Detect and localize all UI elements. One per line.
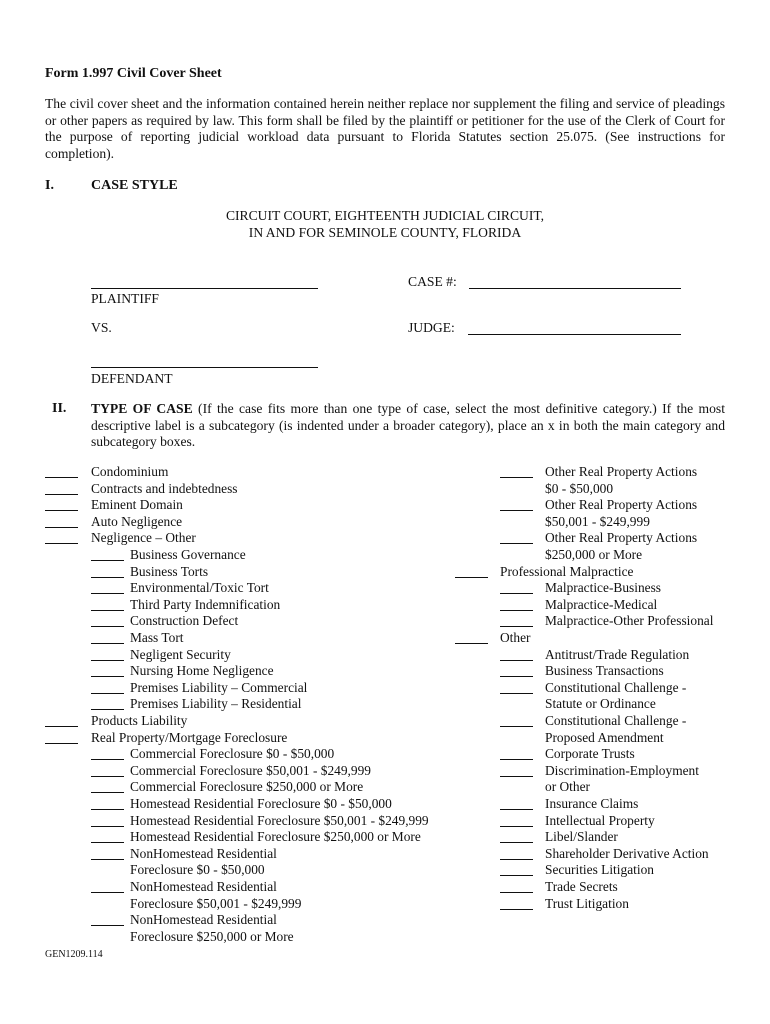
- form-title: Form 1.997 Civil Cover Sheet: [45, 66, 222, 81]
- checkbox-commercial-foreclosure-0-50-000[interactable]: [91, 759, 124, 760]
- checkbox-other-real-property-actions-50-001-249-999[interactable]: [500, 510, 533, 511]
- case-type-label-continued: Foreclosure $50,001 - $249,999: [130, 895, 302, 911]
- case-type-label: Trust Litigation: [545, 895, 629, 911]
- checkbox-business-transactions[interactable]: [500, 676, 533, 677]
- checkbox-constitutional-challenge-proposed-amendment[interactable]: [500, 726, 533, 727]
- checkbox-securities-litigation[interactable]: [500, 875, 533, 876]
- case-type-label: Eminent Domain: [91, 497, 183, 513]
- case-type-label: Constitutional Challenge -: [545, 679, 687, 695]
- checkbox-products-liability[interactable]: [45, 726, 78, 727]
- case-type-label-continued: or Other: [545, 779, 590, 795]
- judge-label: JUDGE:: [408, 320, 455, 335]
- intro-paragraph: The civil cover sheet and the information contained herein neither replace nor supplement the filing and service of pleadings or other papers as required by law. This form shall be filed by the plaintiff or petitioner for the use of the Clerk of Court for the purpose of reporting judicial workload data pursuant to Florida Statutes section 25.075. (See instructions for completion).: [45, 96, 725, 161]
- case-type-label: Trade Secrets: [545, 879, 618, 894]
- type-of-case-description: [91, 401, 725, 451]
- case-type-label-continued: Proposed Amendment: [545, 729, 664, 745]
- case-type-label: Antitrust/Trade Regulation: [545, 646, 690, 662]
- checkbox-business-torts[interactable]: [91, 577, 124, 578]
- court-line-1: CIRCUIT COURT, EIGHTEENTH JUDICIAL CIRCUIT,: [225, 208, 545, 223]
- checkbox-other-real-property-actions-250-000-or-more[interactable]: [500, 543, 533, 544]
- case-type-label: NonHomestead Residential: [130, 879, 277, 894]
- case-number-input-line[interactable]: [469, 288, 681, 289]
- checkbox-discrimination-employment-or-other[interactable]: [500, 776, 533, 777]
- checkbox-trust-litigation[interactable]: [500, 909, 533, 910]
- checkbox-other[interactable]: [455, 643, 488, 644]
- case-type-label: Commercial Foreclosure $50,001 - $249,999: [130, 762, 371, 778]
- checkbox-auto-negligence[interactable]: [45, 527, 78, 528]
- case-type-label: Premises Liability – Residential: [130, 696, 302, 712]
- case-type-label: Homestead Residential Foreclosure $250,000 or More: [130, 829, 421, 845]
- checkbox-constitutional-challenge-statute-or-ordinance[interactable]: [500, 693, 533, 694]
- case-type-label: Other: [500, 630, 531, 645]
- case-type-label: Business Governance: [130, 547, 246, 562]
- checkbox-corporate-trusts[interactable]: [500, 759, 533, 760]
- case-type-label-continued: Foreclosure $0 - $50,000: [130, 862, 265, 878]
- checkbox-insurance-claims[interactable]: [500, 809, 533, 810]
- checkbox-real-property-mortgage-foreclosure[interactable]: [45, 743, 78, 744]
- checkbox-commercial-foreclosure-250-000-or-more[interactable]: [91, 792, 124, 793]
- case-type-label: Other Real Property Actions: [545, 464, 698, 479]
- checkbox-negligent-security[interactable]: [91, 660, 124, 661]
- checkbox-premises-liability-commercial[interactable]: [91, 693, 124, 694]
- case-type-label: Professional Malpractice: [500, 563, 634, 579]
- case-type-label: NonHomestead Residential: [130, 912, 277, 928]
- judge-input-line[interactable]: [468, 334, 681, 335]
- case-type-label: Mass Tort: [130, 630, 184, 645]
- case-type-label: Premises Liability – Commercial: [130, 679, 308, 695]
- checkbox-homestead-residential-foreclosure-250-000-or-more[interactable]: [91, 842, 124, 843]
- case-type-label: Negligence – Other: [91, 530, 196, 546]
- case-number-label: CASE #:: [408, 274, 457, 289]
- checkbox-eminent-domain[interactable]: [45, 510, 78, 511]
- case-type-label: Insurance Claims: [545, 796, 639, 811]
- case-type-label: Negligent Security: [130, 646, 231, 662]
- case-type-label: Homestead Residential Foreclosure $50,001 - $249,999: [130, 812, 429, 828]
- section-2-description-text: (If the case fits more than one type of case, select the most definitive category.) If the most descriptive label is a subcategory (is indented under a broader category), place an x in both the main category and subcategory boxes.: [91, 401, 725, 450]
- section-2-title: TYPE OF CASE: [91, 401, 193, 416]
- case-type-label: Nursing Home Negligence: [130, 663, 274, 679]
- checkbox-nonhomestead-residential-foreclosure-50-001-249-999[interactable]: [91, 892, 124, 893]
- section-1-number: I.: [45, 178, 54, 193]
- case-type-label-continued: $50,001 - $249,999: [545, 513, 650, 529]
- defendant-label: DEFENDANT: [91, 371, 173, 386]
- checkbox-third-party-indemnification[interactable]: [91, 610, 124, 611]
- checkbox-malpractice-other-professional[interactable]: [500, 626, 533, 627]
- case-type-label: Securities Litigation: [545, 862, 654, 878]
- case-type-label: Other Real Property Actions: [545, 530, 698, 546]
- checkbox-homestead-residential-foreclosure-0-50-000[interactable]: [91, 809, 124, 810]
- plaintiff-label: PLAINTIFF: [91, 291, 159, 306]
- checkbox-premises-liability-residential[interactable]: [91, 709, 124, 710]
- checkbox-malpractice-business[interactable]: [500, 593, 533, 594]
- checkbox-homestead-residential-foreclosure-50-001-249-999[interactable]: [91, 826, 124, 827]
- checkbox-business-governance[interactable]: [91, 560, 124, 561]
- case-type-label: Intellectual Property: [545, 812, 655, 828]
- case-type-label: Environmental/Toxic Tort: [130, 580, 269, 596]
- section-1-title: CASE STYLE: [91, 178, 178, 193]
- checkbox-negligence-other[interactable]: [45, 543, 78, 544]
- checkbox-nonhomestead-residential-foreclosure-250-000-or-more[interactable]: [91, 925, 124, 926]
- checkbox-malpractice-medical[interactable]: [500, 610, 533, 611]
- case-type-label: Real Property/Mortgage Foreclosure: [91, 729, 288, 745]
- case-type-label: Corporate Trusts: [545, 746, 635, 762]
- checkbox-mass-tort[interactable]: [91, 643, 124, 644]
- case-type-label: Auto Negligence: [91, 513, 183, 529]
- case-type-label: NonHomestead Residential: [130, 845, 277, 861]
- case-type-label: Libel/Slander: [545, 829, 618, 845]
- plaintiff-input-line[interactable]: [91, 288, 318, 289]
- case-type-label: Malpractice-Other Professional: [545, 613, 714, 629]
- checkbox-commercial-foreclosure-50-001-249-999[interactable]: [91, 776, 124, 777]
- checkbox-environmental-toxic-tort[interactable]: [91, 593, 124, 594]
- case-type-label: Discrimination-Employment: [545, 762, 699, 778]
- checkbox-shareholder-derivative-action[interactable]: [500, 859, 533, 860]
- checkbox-nursing-home-negligence[interactable]: [91, 676, 124, 677]
- case-type-label: Construction Defect: [130, 613, 239, 629]
- case-type-label: Homestead Residential Foreclosure $0 - $50,000: [130, 796, 392, 811]
- form-code: GEN1209.114: [45, 949, 103, 960]
- checkbox-condominium[interactable]: [45, 477, 78, 478]
- case-type-label-continued: $250,000 or More: [545, 547, 643, 562]
- case-type-label: Commercial Foreclosure $0 - $50,000: [130, 746, 335, 762]
- checkbox-professional-malpractice[interactable]: [455, 577, 488, 578]
- case-type-label: Constitutional Challenge -: [545, 713, 687, 728]
- court-line-2: IN AND FOR SEMINOLE COUNTY, FLORIDA: [248, 225, 522, 240]
- case-type-label: Commercial Foreclosure $250,000 or More: [130, 779, 364, 795]
- case-type-label: Shareholder Derivative Action: [545, 845, 709, 861]
- checkbox-antitrust-trade-regulation[interactable]: [500, 660, 533, 661]
- case-type-label: Business Torts: [130, 563, 209, 579]
- case-type-label: Other Real Property Actions: [545, 497, 698, 513]
- defendant-input-line[interactable]: [91, 367, 318, 368]
- case-type-label: Malpractice-Medical: [545, 596, 658, 612]
- case-type-label-continued: Statute or Ordinance: [545, 696, 656, 712]
- case-type-label: Business Transactions: [545, 663, 664, 679]
- case-type-label-continued: $0 - $50,000: [545, 480, 614, 496]
- checkbox-trade-secrets[interactable]: [500, 892, 533, 893]
- case-type-label: Third Party Indemnification: [130, 596, 281, 612]
- checkbox-nonhomestead-residential-foreclosure-0-50-000[interactable]: [91, 859, 124, 860]
- checkbox-intellectual-property[interactable]: [500, 826, 533, 827]
- section-2-number: II.: [52, 401, 67, 416]
- vs-label: VS.: [91, 320, 112, 335]
- case-type-label-continued: Foreclosure $250,000 or More: [130, 928, 294, 944]
- case-type-label: Malpractice-Business: [545, 580, 662, 596]
- checkbox-libel-slander[interactable]: [500, 842, 533, 843]
- checkbox-other-real-property-actions-0-50-000[interactable]: [500, 477, 533, 478]
- checkbox-contracts-and-indebtedness[interactable]: [45, 494, 78, 495]
- case-type-label: Products Liability: [91, 713, 188, 728]
- case-type-label: Condominium: [91, 464, 169, 479]
- checkbox-construction-defect[interactable]: [91, 626, 124, 627]
- case-type-label: Contracts and indebtedness: [91, 480, 238, 496]
